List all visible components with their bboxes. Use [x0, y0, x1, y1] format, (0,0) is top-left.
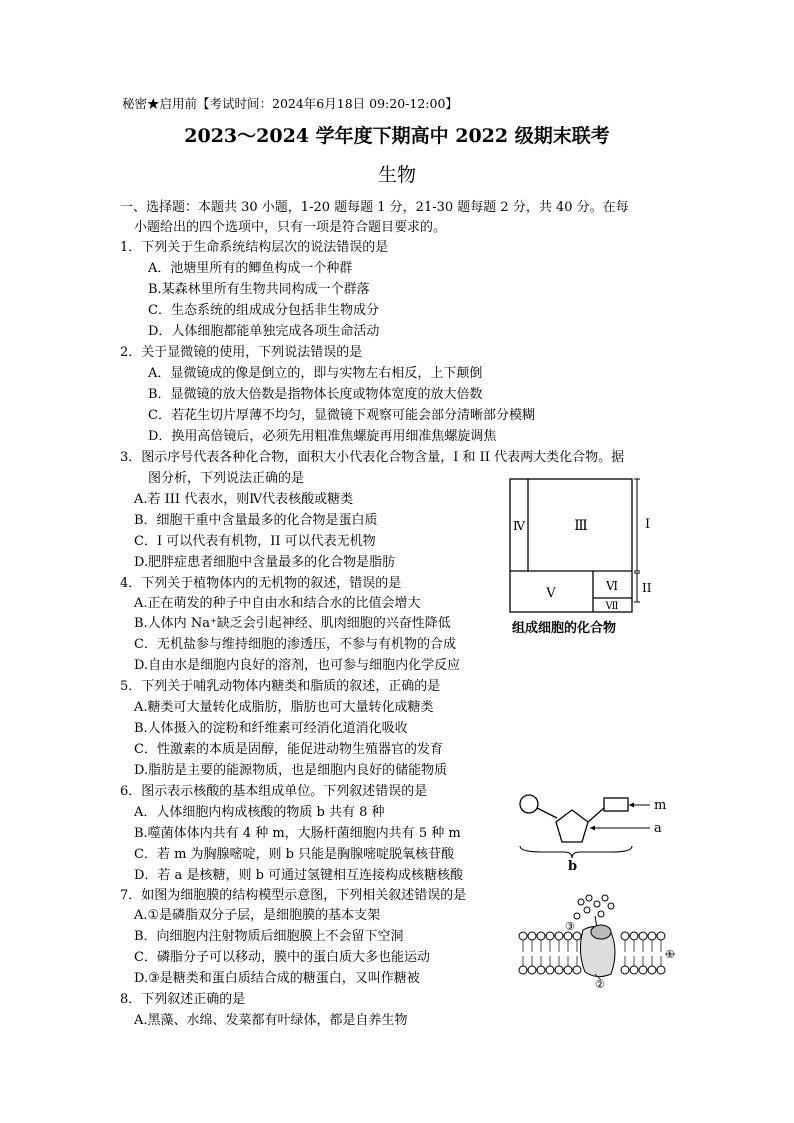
q6-option-b: B.噬菌体体内共有 4 种 m，大肠杆菌细胞内共有 5 种 m: [134, 826, 461, 841]
q6-option-d: D．若 a 是核糖，则 b 可通过氢键相互连接构成核糖核酸: [134, 868, 464, 883]
q3-option-c: C．I 可以代表有机物，II 可以代表无机物: [134, 534, 376, 549]
label-ii: II: [642, 581, 652, 595]
q3-option-b: B．细胞干重中含量最多的化合物是蛋白质: [134, 513, 378, 528]
figure-caption: 组成细胞的化合物: [512, 621, 617, 636]
q3-option-a: A.若 III 代表水，则Ⅳ代表核酸或糖类: [134, 492, 354, 507]
q4-option-b: B.人体内 Na⁺缺乏会引起神经、肌肉细胞的兴奋性降低: [134, 616, 451, 631]
q7-option-b: B．向细胞内注射物质后细胞膜上不会留下空洞: [134, 929, 404, 944]
label-v: Ⅴ: [546, 586, 556, 601]
q2-option-c: C．若花生切片厚薄不均匀，显微镜下观察可能会部分清晰部分模糊: [148, 408, 535, 423]
q5-option-b: B.人体摄入的淀粉和纤维素可经消化道消化吸收: [134, 721, 408, 736]
cell-membrane-figure: [515, 894, 680, 994]
exam-title: 2023～2024 学年度下期高中 2022 级期末联考: [184, 125, 610, 147]
label-a: a: [654, 821, 662, 836]
q7-option-a: A.①是磷脂双分子层，是细胞膜的基本支架: [134, 908, 381, 923]
cell-compounds-figure: [505, 476, 655, 622]
label-1: ①: [665, 948, 675, 961]
label-iii: Ⅲ: [574, 518, 588, 534]
q1-option-d: D．人体细胞都能单独完成各项生命活动: [148, 324, 380, 339]
secret-header: 秘密★启用前【考试时间：2024年6月18日 09:20-12:00】: [122, 96, 458, 111]
subject-title: 生物: [377, 164, 416, 186]
q2-option-b: B．显微镜的放大倍数是指物体长度或物体宽度的放大倍数: [148, 387, 483, 402]
label-iv: Ⅳ: [513, 519, 525, 533]
label-m: m: [654, 798, 667, 813]
label-2: ②: [595, 978, 605, 990]
q4-option-c: C．无机盐参与维持细胞的渗透压，不参与有机物的合成: [134, 637, 456, 652]
section-intro-line1: 一、选择题：本题共 30 小题，1-20 题每题 1 分，21-30 题每题 2 分，共 40 分。在每: [120, 200, 629, 215]
section-intro-line2: 小题给出的四个选项中，只有一项是符合题目要求的。: [134, 220, 447, 235]
label-i: I: [645, 517, 651, 532]
q5-option-c: C．性激素的本质是固醇，能促进动物生殖器官的发育: [134, 742, 443, 757]
q4-option-a: A.正在萌发的种子中自由水和结合水的比值会增大: [134, 596, 421, 611]
q7-option-c: C．磷脂分子可以移动，膜中的蛋白质大多也能运动: [134, 950, 430, 965]
q3-option-d: D.肥胖症患者细胞中含量最多的化合物是脂肪: [134, 555, 396, 570]
q2-stem: 2．关于显微镜的使用，下列说法错误的是: [120, 345, 363, 360]
q2-option-a: A．显微镜成的像是倒立的，即与实物左右相反，上下颠倒: [148, 366, 483, 381]
label-vii: Ⅶ: [605, 601, 619, 612]
q5-option-a: A.糖类可大量转化成脂肪，脂肪也可大量转化成糖类: [134, 700, 434, 715]
q1-option-a: A．池塘里所有的鲫鱼构成一个种群: [148, 261, 353, 276]
q8-stem: 8．下列叙述正确的是: [120, 992, 246, 1007]
label-b: b: [568, 859, 578, 872]
q1-option-c: C．生态系统的组成成分包括非生物成分: [148, 303, 379, 318]
q5-option-d: D.脂肪是主要的能源物质，也是细胞内良好的储能物质: [134, 763, 448, 778]
label-3: ③: [565, 920, 575, 933]
q3-stem-line1: 3．图示序号代表各种化合物，面积大小代表化合物含量，I 和 II 代表两大类化合物。据: [120, 450, 625, 465]
q1-stem: 1．下列关于生命系统结构层次的说法错误的是: [120, 240, 389, 255]
q3-stem-line2: 图分析，下列说法正确的是: [148, 471, 305, 486]
label-vi: Ⅵ: [605, 579, 619, 593]
q7-stem: 7．如图为细胞膜的结构模型示意图，下列相关叙述错误的是: [120, 888, 467, 903]
q7-option-d: D.③是糖类和蛋白质结合成的糖蛋白，又叫作糖被: [134, 971, 420, 986]
q8-option-a: A.黑藻、水绵、发菜都有叶绿体，都是自养生物: [134, 1013, 408, 1028]
q5-stem: 5．下列关于哺乳动物体内糖类和脂质的叙述，正确的是: [120, 679, 441, 694]
q6-option-a: A．人体细胞内构成核酸的物质 b 共有 8 种: [134, 805, 385, 820]
nucleotide-figure: [512, 788, 672, 876]
q6-option-c: C．若 m 为胸腺嘧啶，则 b 只能是胸腺嘧啶脱氧核苷酸: [134, 847, 455, 862]
q4-stem: 4．下列关于植物体内的无机物的叙述，错误的是: [120, 576, 402, 591]
q2-option-d: D．换用高倍镜后，必须先用粗准焦螺旋再用细准焦螺旋调焦: [148, 429, 497, 444]
q4-option-d: D.自由水是细胞内良好的溶剂，也可参与细胞内化学反应: [134, 658, 461, 673]
q6-stem: 6．图示表示核酸的基本组成单位。下列叙述错误的是: [120, 784, 428, 799]
q1-option-b: B.某森林里所有生物共同构成一个群落: [148, 282, 370, 297]
